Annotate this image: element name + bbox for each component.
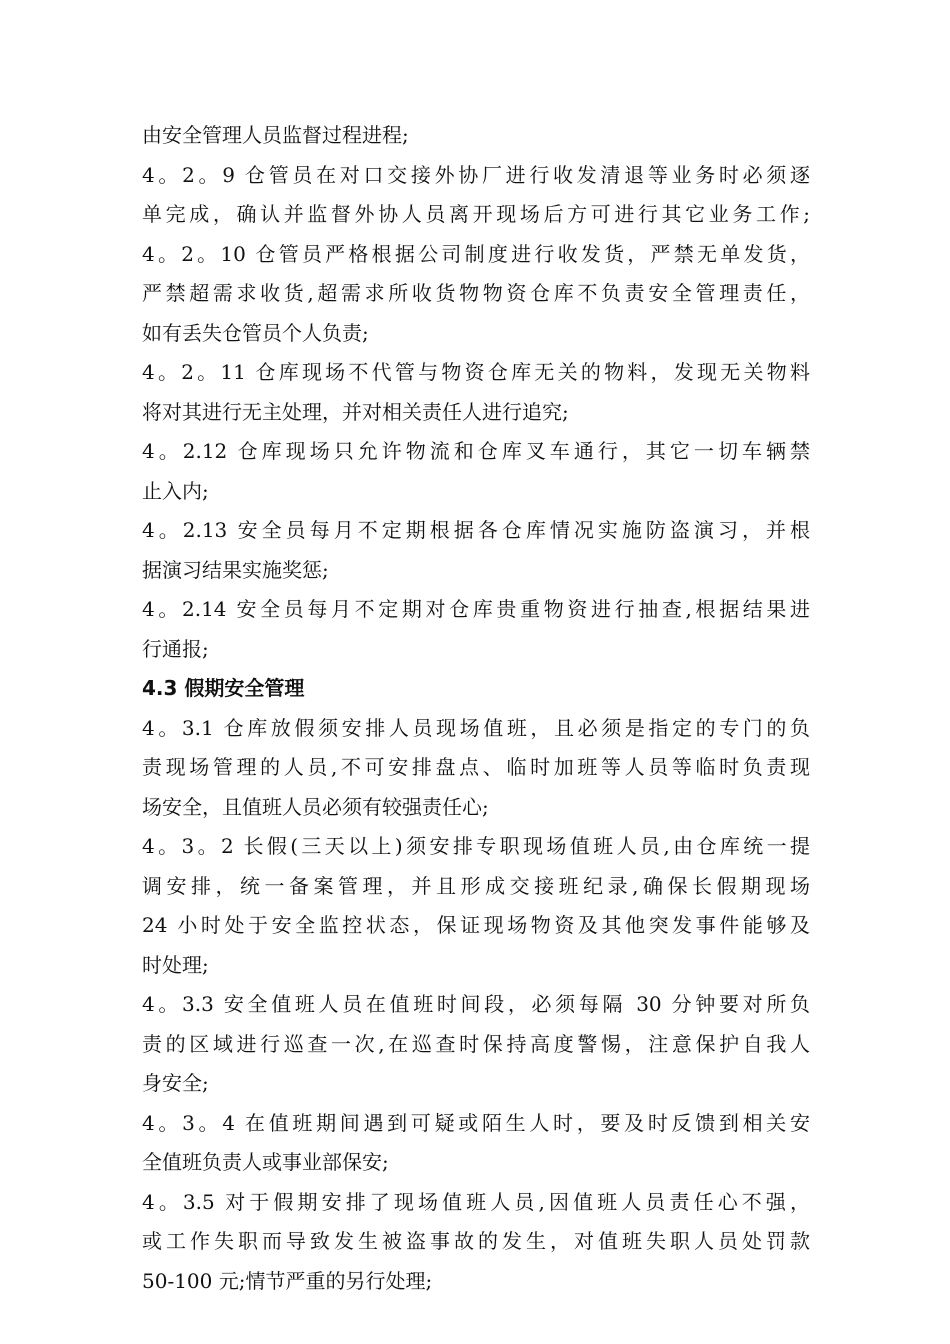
text-line: 24 小时处于安全监控状态，保证现场物资及其他突发事件能够及 [142,913,810,937]
text-line: 由安全管理人员监督过程进程; [142,123,409,147]
text-line: 4。2。9 仓管员在对口交接外协厂进行收发清退等业务时必须逐 [142,162,810,187]
text-line: 4。3.5 对于假期安排了现场值班人员,因值班人员责任心不强， [142,1189,810,1214]
text-line: 4。2.13 安全员每月不定期根据各仓库情况实施防盗演习，并根 [142,518,810,542]
text-line: 全值班负责人或事业部保安; [142,1150,389,1174]
text-line: 4。3。4 在值班期间遇到可疑或陌生人时，要及时反馈到相关安 [142,1110,810,1135]
text-line: 4。3.1 仓库放假须安排人员现场值班，且必须是指定的专门的负 [142,715,810,740]
section-heading: 4.3 假期安全管理 [142,676,305,700]
text-line: 4。3.3 安全值班人员在值班时间段，必须每隔 30 分钟要对所负 [142,992,810,1016]
text-line: 据演习结果实施奖惩; [142,557,329,582]
text-line: 时处理; [142,952,209,977]
text-line: 场安全，且值班人员必须有较强责任心; [142,794,489,819]
text-line: 50-100 元;情节严重的另行处理; [142,1268,433,1293]
text-line: 身安全; [142,1071,209,1095]
text-line: 止入内; [142,478,209,503]
text-line: 4。2.14 安全员每月不定期对仓库贵重物资进行抽查,根据结果进 [142,597,810,621]
text-line: 4。2。10 仓管员严格根据公司制度进行收发货，严禁无单发货， [142,241,810,266]
text-line: 4。2。11 仓库现场不代管与物资仓库无关的物料，发现无关物料 [142,360,810,384]
text-line: 如有丢失仓管员个人负责; [142,320,369,345]
text-line: 责的区域进行巡查一次,在巡查时保持高度警惕，注意保护自我人 [142,1031,810,1056]
text-line: 严禁超需求收货,超需求所收货物物资仓库不负责安全管理责任， [142,281,810,305]
document-body [142,116,810,1301]
text-line: 将对其进行无主处理，并对相关责任人进行追究; [142,399,569,424]
text-line: 4。2.12 仓库现场只允许物流和仓库叉车通行，其它一切车辆禁 [142,439,810,463]
text-line: 调安排，统一备案管理，并且形成交接班纪录,确保长假期现场 [142,873,810,898]
text-line: 或工作失职而导致发生被盗事故的发生，对值班失职人员处罚款 [142,1229,810,1253]
text-line: 4。3。2 长假(三天以上)须安排专职现场值班人员,由仓库统一提 [142,834,810,858]
text-line: 行通报; [142,636,209,661]
text-line: 单完成，确认并监督外协人员离开现场后方可进行其它业务工作; [142,202,810,226]
text-line: 责现场管理的人员,不可安排盘点、临时加班等人员等临时负责现 [142,755,810,779]
